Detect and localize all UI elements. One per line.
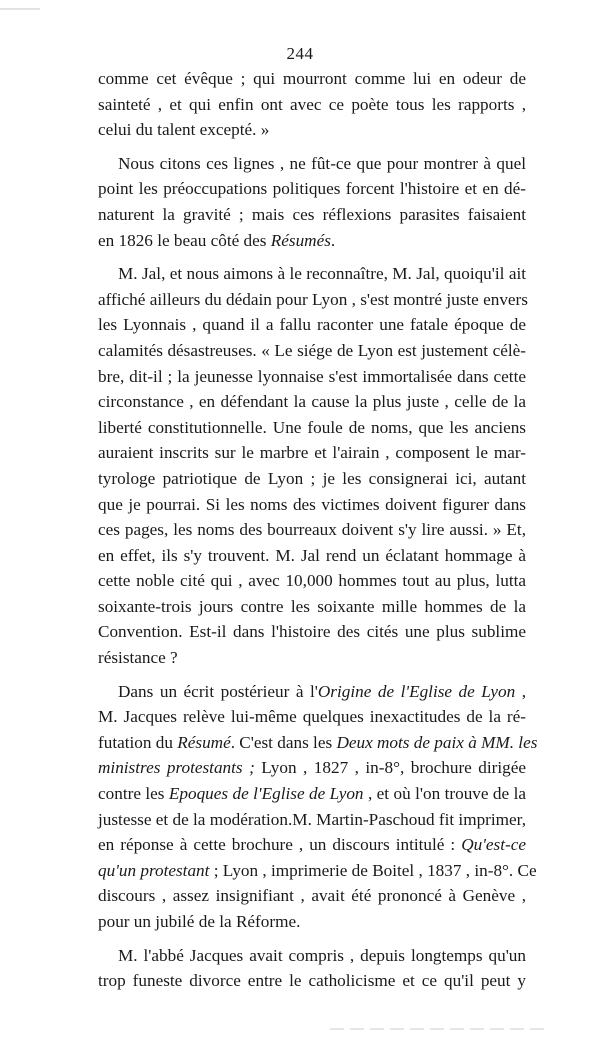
text-line: affiché ailleurs du dédain pour Lyon , s'est montré juste envers	[98, 289, 528, 309]
text-line: sainteté , et qui enfin ont avec ce poète tous les rapports ,	[98, 94, 526, 114]
text-line: M. Jal, et nous aimons à le reconnaître, M. Jal, quoiqu'il ait	[118, 264, 526, 284]
page-number: 244	[286, 44, 314, 63]
page-body	[98, 66, 538, 1002]
text-line: ces pages, les noms des bourreaux doivent s'y lire aussi. » Et,	[98, 520, 526, 540]
text-line: calamités désastreuses. « Le siége de Lyon est justement célè-	[98, 340, 526, 360]
text-line: liberté constitutionnelle. Une foule de noms, que les anciens	[98, 417, 526, 437]
text-line: en effet, ils s'y trouvent. M. Jal rend un éclatant hommage à	[98, 545, 526, 565]
text-line: résistance ?	[98, 648, 178, 668]
text-line: tyrologe patriotique de Lyon ; je les consignerai ici, autant	[98, 468, 526, 488]
text-line: Nous citons ces lignes , ne fût-ce que pour montrer à quel	[118, 153, 526, 173]
text-line: ministres protestants ; Lyon , 1827 , in-8°, brochure dirigée	[98, 758, 526, 778]
text-line: futation du Résumé. C'est dans les Deux mots de paix à MM. les	[98, 732, 538, 752]
text-line: circonstance , en défendant la cause la plus juste , celle de la	[98, 392, 526, 412]
text-line: que je pourrai. Si les noms des victimes doivent figurer dans	[98, 494, 526, 514]
text-line: discours , assez insignifiant , avait été prononcé à Genève ,	[98, 886, 526, 906]
text-line: en réponse à cette brochure , un discours intitulé : Qu'est-ce	[98, 835, 526, 855]
paragraph-1	[98, 66, 526, 143]
text-line: Convention. Est-il dans l'histoire des cités une plus sublime	[98, 622, 526, 642]
paragraph-4	[98, 679, 538, 935]
resumes-line: en 1826 le beau côté des Résumés.	[98, 230, 336, 250]
paragraph-5	[98, 943, 526, 994]
text-line: comme cet évêque ; qui mourront comme lui en odeur de	[98, 69, 526, 88]
text-line: M. l'abbé Jacques avait compris , depuis longtemps qu'un	[118, 945, 526, 965]
text-line: justesse et de la modération.M. Martin-Paschoud fit imprimer,	[98, 809, 526, 829]
text-line-with-italic	[98, 228, 526, 254]
text-line: les Lyonnais , quand il a fallu raconter une fatale époque de	[98, 315, 526, 335]
paragraph-3	[98, 261, 526, 671]
paragraph-2	[98, 151, 526, 253]
text-line: qu'un protestant ; Lyon , imprimerie de Boitel , 1837 , in-8°. Ce	[98, 860, 537, 880]
text-line: contre les Epoques de l'Eglise de Lyon , et où l'on trouve de la	[98, 784, 526, 804]
scan-edge-mark	[0, 8, 40, 10]
text-line: point les préoccupations politiques forcent l'histoire et en dé-	[98, 179, 526, 199]
text-line: cette noble cité qui , avec 10,000 hommes tout au plus, lutta	[98, 571, 526, 591]
text-line: trop funeste divorce entre le catholicisme et ce qu'il peut y	[98, 971, 526, 991]
text-line: celui du talent excepté. »	[98, 120, 270, 140]
text-line: naturent la gravité ; mais ces réflexions parasites faisaient	[98, 204, 526, 224]
scan-edge-mark	[330, 1028, 550, 1030]
text-line: Dans un écrit postérieur à l'Origine de l'Eglise de Lyon ,	[118, 681, 526, 701]
text-line: soixante-trois jours contre les soixante mille hommes de la	[98, 596, 526, 616]
text-line: M. Jacques relève lui-même quelques inexactitudes de la ré-	[98, 707, 526, 727]
text-line: bre, dit-il ; la jeunesse lyonnaise s'est immortalisée dans cette	[98, 366, 526, 386]
text-line: pour un jubilé de la Réforme.	[98, 912, 301, 931]
text-line: auraient inscrits sur le marbre et l'airain , composent le mar-	[98, 443, 526, 463]
